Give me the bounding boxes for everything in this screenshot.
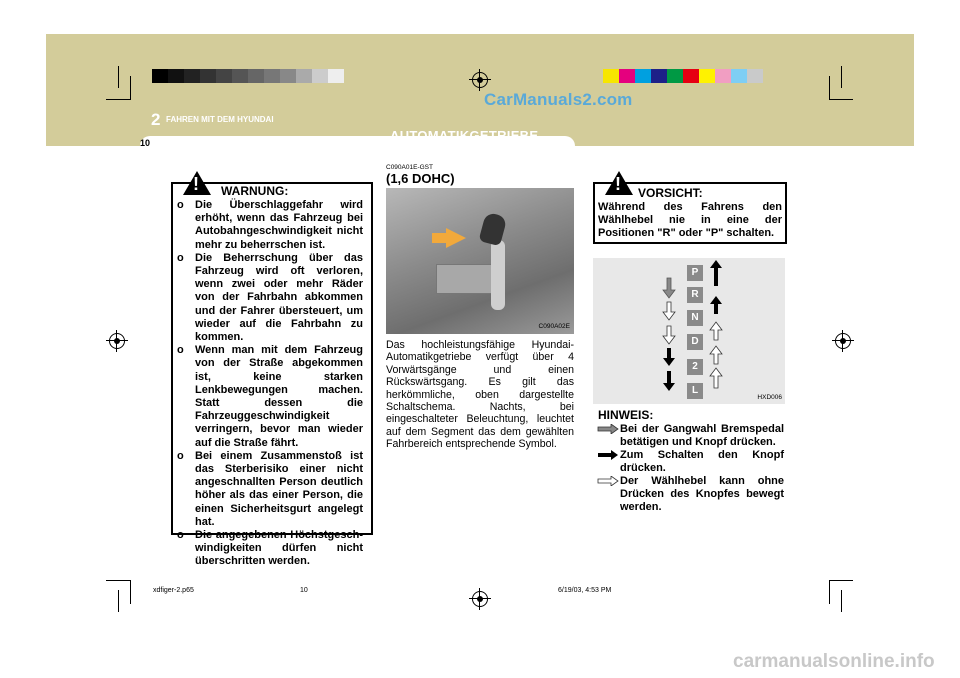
- shaded-arrow-icon: [597, 424, 619, 434]
- gear-r: R: [687, 287, 703, 303]
- gear-p: P: [687, 265, 703, 281]
- warning-item: o Die Überschlaggefahr wird erhöht, wenn das Fahrzeug bei Autobahngeschwindigkeit nicht mehr zu beherrschen ist.: [177, 199, 363, 251]
- body-paragraph: Das hochleistungsfähige Hyundai-Automatikgetriebe verfügt über 4 Vorwärtsgänge und einen Rückswärtsgang. Es gilt das herkömmliche, oben dargestellte Schaltschema. Nachts, bei eingeschalteter Beleuchtung, leuchtet auf dem Segment das dem gewählten Fahrbereich entsprechende Symbol.: [386, 339, 574, 451]
- crop-mark: [829, 76, 830, 100]
- note-title: HINWEIS:: [598, 408, 654, 422]
- color-swatch-bar: [603, 69, 763, 83]
- engine-subheading: (1,6 DOHC): [386, 171, 455, 186]
- photo-label: C090A02E: [538, 323, 570, 330]
- registration-mark-icon: [832, 330, 854, 352]
- grayscale-bar: [152, 69, 344, 83]
- warning-title: WARNUNG:: [221, 184, 289, 198]
- gear-d: D: [687, 334, 703, 350]
- outline-arrow-icon: [597, 476, 619, 486]
- gear-2: 2: [687, 359, 703, 375]
- chapter-number: 2: [151, 110, 161, 129]
- shift-arrows-icon: [593, 258, 785, 404]
- gear-shift-photo: [386, 188, 574, 334]
- gear-l: L: [687, 383, 703, 399]
- crop-mark: [829, 580, 830, 604]
- crop-mark: [130, 580, 131, 604]
- registration-mark-icon: [469, 588, 491, 610]
- diagram-label: HXD006: [757, 394, 782, 401]
- warning-item: o Die Beherrschung über das Fahrzeug wird oft verloren, wenn zwei oder mehr Räder von der Fahrbahn abkommen und der Fahrer übersteuert, um wieder auf die Fahrbahn zu kommen.: [177, 251, 363, 344]
- footer-page: 10: [300, 587, 308, 594]
- site-watermark: carmanualsonline.info: [733, 651, 935, 672]
- crop-mark: [829, 99, 853, 100]
- registration-mark-icon: [469, 69, 491, 91]
- caution-text: Während des Fahrens den Wählhebel nie in eine der Positionen "R" oder "P" schalten.: [598, 201, 782, 239]
- watermark-link[interactable]: CarManuals2.com: [484, 90, 633, 109]
- filled-arrow-icon: [597, 450, 619, 460]
- crop-mark: [841, 66, 842, 88]
- section-code: C090A01E-GST: [386, 164, 433, 171]
- crop-mark: [106, 580, 130, 581]
- warning-item: o Bei einem Zusammenstoß ist das Sterberisiko einer nicht angeschnallten Person deutlich höher als das einer Person, die einen Sicherheitsgurt angelegt hat.: [177, 449, 363, 528]
- crop-mark: [106, 99, 130, 100]
- footer-date: 6/19/03, 4:53 PM: [558, 587, 612, 594]
- footer-filename: xdfiger-2.p65: [153, 587, 194, 594]
- crop-mark: [829, 580, 853, 581]
- page-number: 10: [140, 138, 151, 148]
- gear-shift-diagram: [593, 258, 785, 404]
- warning-item: o Wenn man mit dem Fahrzeug von der Straße abgekommen ist, keine starken Lenkbewegungen machen. Statt dessen die Fahrzeuggeschwindigkeit verringern, bevor man wieder auf die Straße fährt.: [177, 344, 363, 449]
- gear-n: N: [687, 310, 703, 326]
- crop-mark: [130, 76, 131, 100]
- warning-list: [177, 199, 363, 569]
- registration-mark-icon: [106, 330, 128, 352]
- note-item: Der Wählhebel kann ohne Drücken des Knopfes bewegt werden.: [620, 475, 784, 513]
- pointer-arrow-icon: [446, 228, 466, 248]
- crop-mark: [118, 590, 119, 612]
- caution-triangle-icon: !: [605, 171, 633, 195]
- note-item: Zum Schalten den Knopf drücken.: [620, 449, 784, 474]
- crop-mark: [118, 66, 119, 88]
- chapter-title: FAHREN MIT DEM HYUNDAI: [166, 115, 274, 124]
- crop-mark: [841, 590, 842, 612]
- section-title: AUTOMATIKGETRIEBE: [390, 128, 539, 143]
- note-item: Bei der Gangwahl Bremspedal betätigen und Knopf drücken.: [620, 423, 784, 448]
- warning-item: o Die angegebenen Höchstgesch-windigkeiten dürfen nicht überschritten werden.: [177, 529, 363, 568]
- warning-triangle-icon: !: [183, 171, 211, 195]
- caution-title: VORSICHT:: [638, 186, 703, 200]
